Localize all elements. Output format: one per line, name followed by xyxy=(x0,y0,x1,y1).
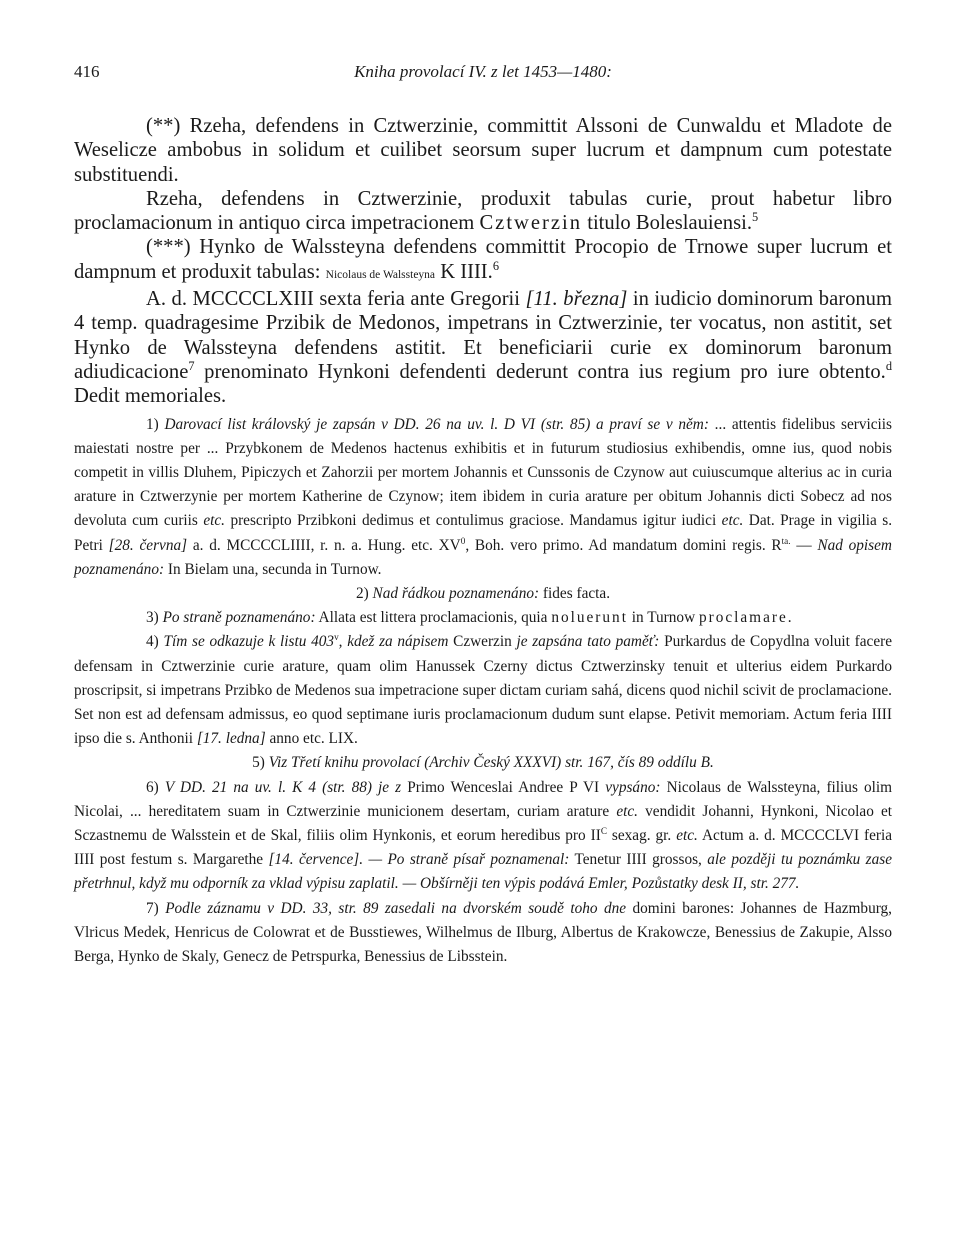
footnotes xyxy=(74,413,892,970)
footnote-ref: 7 xyxy=(188,359,195,374)
footnote-3: 3) Po straně poznamenáno: Allata est littera proclamacionis, quia noluerunt in Turnow proclamare. xyxy=(146,609,794,627)
footnote-6: 6) V DD. 21 na uv. l. K 4 (str. 88) je z Primo Wenceslai Andree P VI vypsáno: Nicolaus de Walssteyna, filius olim Nicolai, ... hereditatem suam in Cztwerzinie municionem desertam, curiam arature etc. vendidit Johanni, Hynkoni, Nicolao et Sczastnemu de Walsstein et de Skal, filiis olim Hynkonis, et eorum heredibus pro $II^C$ sexag. gr. etc. Actum a. d. MCCCCLVI feria IIII post festum s. Margarethe [14. července]. — Po straně písař poznamenal: Tenetur IIII grossos, ale později tu poznámku zase přetrhnul, když mu odporník za vklad výpisu zaplatil. — Obšírněji ten výpis podává Emler, Pozůstatky desk II, str. 277. xyxy=(74,778,893,893)
footnote-1: 1) Darovací list královský je zapsán v DD. 26 na uv. l. D VI (str. 85) a praví se v něm: ... attentis fidelibus serviciis maiestati nostre per ... Przybkonem de Medenos hactenus exhibitis et in futurum studiosius exhibendis, omne ius, quod nobis competit in villis Dluhem, Pipiczych et Zahorzii per mortem Johannis et Cunssonis de Czynow aut cuiuscumque alterius ac in curia arature in Cztwerzynie per mortem Katherine de Czynow; item ibidem in curia arature per obitum Johannis dicti Sobecz ad nos devoluta cum curiis etc. prescripto Przibkoni dedimus et contulimus graciose. Mandamus igitur iudici etc. Dat. Prage in vigilia s. Petri [28. června] a. d. MCCCCLIIII, r. n. a. Hung. etc. $XV^0$, Boh. vero primo. Ad mandatum domini regis. $R^{ta.}$ — Nad opisem poznamenáno: In Bielam una, secunda in Turnow. xyxy=(74,415,893,578)
book-page xyxy=(74,62,892,969)
footnote-ref: d xyxy=(885,359,892,374)
footnote-ref: 5 xyxy=(751,210,759,225)
spaced-word: Cztwerzin xyxy=(479,212,583,235)
paragraph-hynko: (***) Hynko de Walssteyna defendens committit Procopio de Trnowe super lucrum et dampnum et produxit tabulas: Nicolaus de Walssteyna K IIII.$^6$ xyxy=(74,236,892,283)
paragraph-rzeha-committit: (**) Rzeha, defendens in Cztwerzinie, committit Alssoni de Cunwaldu et Mladote de Weselicze ambobus in solidum et cuilibet seorsum super lucrum et dampnum cum potestate substituendi. xyxy=(74,115,892,186)
footnote-ref: 6 xyxy=(492,258,499,273)
footnote-4: 4) Tím se odkazuje k listu 403$^v$, kdež za nápisem Czwerzin je zapsána tato paměť: Purkardus de Copydlna voluit facere defensam in Cztwerzinie curie arature, quam olim Hanussek Czerny dictus Cztwerzinsky tenuit et ulterius eidem Purkardo proscripsit, si impetrans Przibko de Medenos sua impetracione super dictam curiam sahá, dicens quod nichil scivit de proclamacione. Set non est ad defensam admissus, eo quod septimane iuris proclamacionum dudum sunt elapse. Petivit memoriam. Actum feria IIII ipso die s. Anthonii [17. ledna] anno etc. LIX. xyxy=(74,632,892,748)
small-text: Nicolaus de Walssteyna xyxy=(325,268,436,281)
page-number: 416 xyxy=(74,62,100,81)
paragraph-rzeha-produxit: Rzeha, defendens in Cztwerzinie, produxit tabulas curie, prout habetur libro proclamacionum in antiquo circa impetracionem Cztwerzin titulo Boleslauiensi.$^5$ xyxy=(74,187,892,235)
paragraph-judgment: A. d. MCCCCLXIII sexta feria ante Gregorii [11. března] in iudicio dominorum baronum 4 temp. quadragesime Przibik de Medonos, impetrans in Cztwerzinie, ter vocatus, non astitit, set Hynko de Walssteyna defendens astitit. Et beneficiarii curie ex dominorum baronum adiudicacione$^7$ prenominato Hynkoni defendenti dederunt contra ius regium pro iure obtento.$^d$ Dedit memoriales. xyxy=(74,288,892,408)
footnote-5: 5) Viz Třetí knihu provolací (Archiv Český XXXVI) str. 167, čís 89 oddílu B. xyxy=(252,754,714,772)
running-title: Kniha provolací IV. z let 1453—1480: xyxy=(354,62,612,81)
page-header xyxy=(74,62,892,92)
main-text xyxy=(74,114,892,409)
footnote-2: 2) Nad řádkou poznamenáno: fides facta. xyxy=(355,584,611,602)
footnote-7: 7) Podle záznamu v DD. 33, str. 89 zasedali na dvorském soudě toho dne domini barones: Johannes de Hazmburg, Vlricus Medek, Henricus de Colowrat et de Busstiewes, Wilhelmus de Ilburg, Albertus de Krakowcze, Benessius de Zakupie, Alsso Berga, Hynko de Skaly, Genecz de Petrspurka, Benessius de Libsstein. xyxy=(74,899,893,966)
